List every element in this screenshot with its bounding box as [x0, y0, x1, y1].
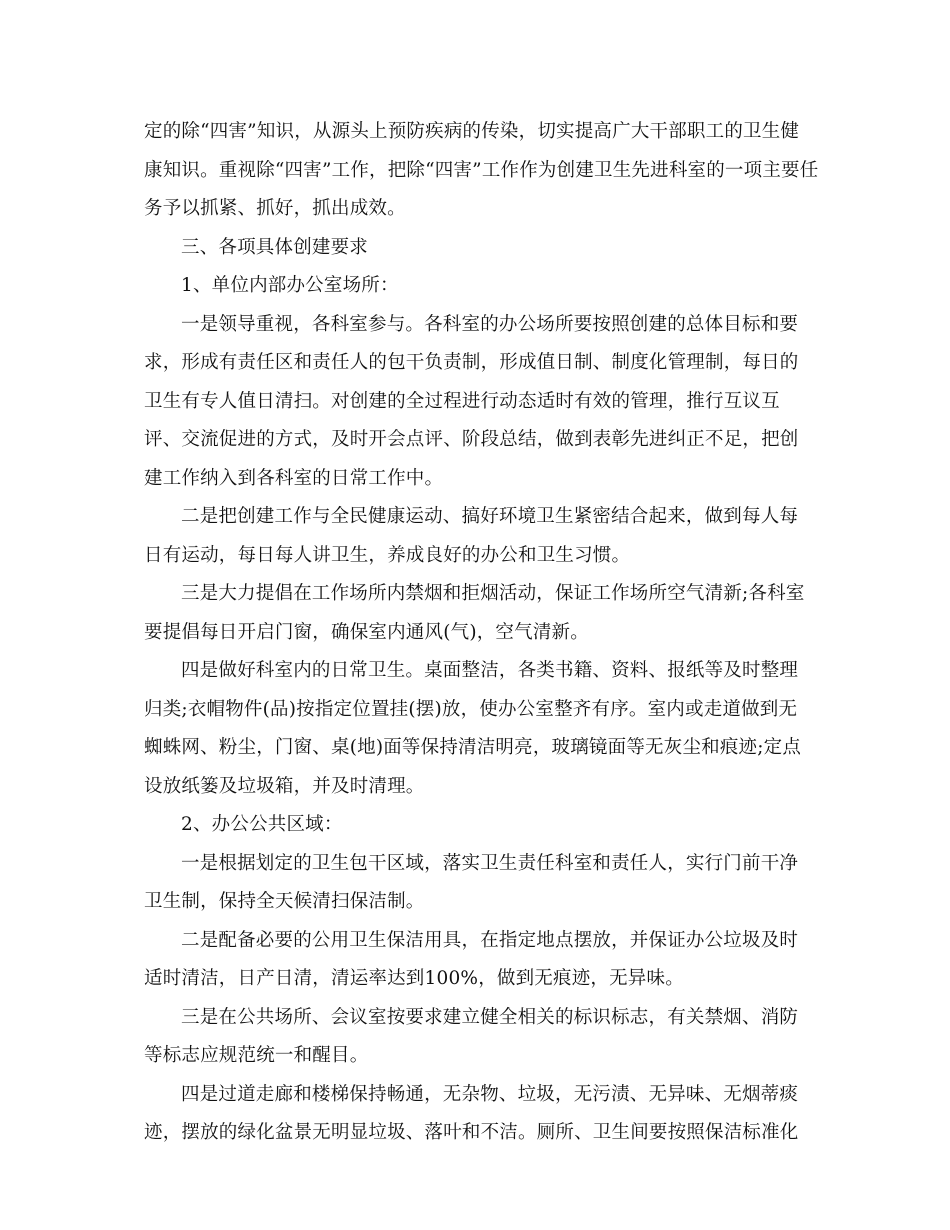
paragraph-line: 卫生有专人值日清扫。对创建的全过程进行动态适时有效的管理，推行互议互 — [144, 390, 780, 412]
paragraph-line: 归类;衣帽物件(品)按指定位置挂(摆)放，使办公室整齐有序。室内或走道做到无 — [144, 698, 798, 720]
subsection-heading: 2、办公公共区域： — [181, 814, 343, 835]
subsection-heading: 1、单位内部办公室场所： — [181, 275, 399, 296]
paragraph-line: 四是做好科室内的日常卫生。桌面整洁，各类书籍、资料、报纸等及时整理 — [181, 660, 799, 681]
paragraph-line: 迹，摆放的绿化盆景无明显垃圾、落叶和不洁。厕所、卫生间要按照保洁标准化 — [144, 1122, 799, 1143]
paragraph-line: 卫生制，保持全天候清扫保洁制。 — [144, 891, 425, 912]
paragraph-line: 康知识。重视除“四害”工作，把除“四害”工作作为创建卫生先进科室的一项主要任 — [144, 159, 819, 181]
paragraph-line: 一是根据划定的卫生包干区域，落实卫生责任科室和责任人，实行门前干净 — [181, 852, 799, 874]
paragraph-line: 四是过道走廊和楼梯保持畅通，无杂物、垃圾，无污渍、无异味、无烟蒂痰 — [181, 1083, 799, 1105]
paragraph-line: 日有运动，每日每人讲卫生，养成良好的办公和卫生习惯。 — [144, 544, 631, 566]
paragraph-line: 求，形成有责任区和责任人的包干负责制，形成值日制、制度化管理制，每日的 — [144, 352, 799, 373]
paragraph-line: 务予以抓紧、抓好，抓出成效。 — [144, 198, 406, 219]
paragraph-line: 二是配备必要的公用卫生保洁用具，在指定地点摆放，并保证办公垃圾及时 — [181, 929, 799, 951]
paragraph-line: 一是领导重视，各科室参与。各科室的办公场所要按照创建的总体目标和要 — [181, 313, 799, 335]
paragraph-line: 评、交流促进的方式，及时开会点评、阶段总结，做到表彰先进纠正不足，把创 — [144, 429, 799, 450]
paragraph-line: 三是大力提倡在工作场所内禁烟和拒烟活动，保证工作场所空气清新;各科室 — [181, 583, 805, 604]
section-heading: 三、各项具体创建要求 — [181, 236, 369, 258]
paragraph-line: 设放纸篓及垃圾箱，并及时清理。 — [144, 775, 425, 797]
paragraph-line: 等标志应规范统一和醒目。 — [144, 1045, 369, 1066]
paragraph-line: 三是在公共场所、会议室按要求建立健全相关的标识标志，有关禁烟、消防 — [181, 1006, 799, 1028]
paragraph-line: 适时清洁，日产日清，清运率达到100%，做到无痕迹，无异味。 — [144, 968, 684, 989]
paragraph-line: 二是把创建工作与全民健康运动、搞好环境卫生紧密结合起来，做到每人每 — [181, 506, 799, 527]
paragraph-line: 定的除“四害”知识，从源头上预防疾病的传染，切实提高广大干部职工的卫生健 — [144, 121, 800, 142]
paragraph-line: 要提倡每日开启门窗，确保室内通风(气)，空气清新。 — [144, 621, 589, 643]
document-body — [144, 113, 819, 1153]
paragraph-line: 蜘蛛网、粉尘，门窗、桌(地)面等保持清洁明亮，玻璃镜面等无灰尘和痕迹;定点 — [144, 737, 802, 758]
paragraph-line: 建工作纳入到各科室的日常工作中。 — [144, 467, 444, 489]
